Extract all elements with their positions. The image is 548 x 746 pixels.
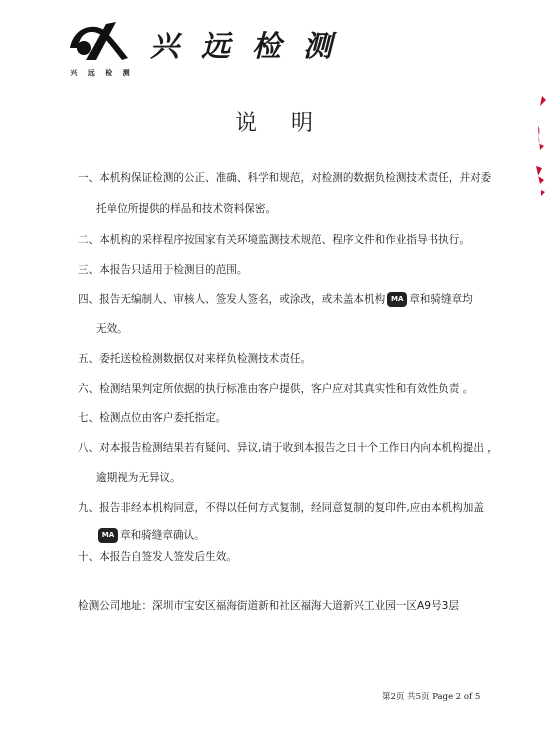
seal-edge-icon <box>528 92 548 202</box>
list-item: 三、本报告只适用于检测目的范围。 <box>78 264 248 276</box>
logo-caption: 兴 远 检 测 <box>70 68 134 77</box>
list-item-text: 章和骑缝章确认。 <box>120 529 205 542</box>
list-item-text: 四、报告无编制人、审核人、签发人签名，或涂改，或未盖本机构 <box>78 293 386 306</box>
list-item <box>78 292 518 307</box>
company-logo <box>66 18 132 64</box>
list-item: 无效。 <box>96 323 128 335</box>
company-address: 检测公司地址：深圳市宝安区福海街道新和社区福海大道新兴工业园一区A9号3层 <box>78 600 459 612</box>
page-number: 第2页 共5页 Page 2 of 5 <box>382 692 481 702</box>
list-item: 七、检测点位由客户委托指定。 <box>78 412 227 424</box>
list-item: 六、检测结果判定所依据的执行标准由客户提供，客户应对其真实性和有效性负责 。 <box>78 383 474 395</box>
list-item: 二、本机构的采样程序按国家有关环境监测技术规范、程序文件和作业指导书执行。 <box>78 234 470 246</box>
document-title: 说明 <box>234 111 347 136</box>
list-item: 托单位所提供的样品和技术资料保密。 <box>96 203 277 215</box>
cma-stamp-icon: MA <box>98 528 118 543</box>
company-name: 兴远检测 <box>150 29 355 63</box>
list-item: 八、对本报告检测结果若有疑问、异议,请于收到本报告之日十个工作日内向本机构提出 ， <box>78 442 498 454</box>
list-item: 九、报告非经本机构同意，不得以任何方式复制，经同意复制的复印件,应由本机构加盖 <box>78 502 484 514</box>
cma-stamp-icon: MA <box>387 292 407 307</box>
list-item <box>96 528 536 543</box>
list-item: 一、本机构保证检测的公正、准确、科学和规范，对检测的数据负检测技术责任，并对委 <box>78 172 492 184</box>
list-item: 五、委托送检检测数据仅对来样负检测技术责任。 <box>78 353 312 365</box>
list-item-text: 章和骑缝章均 <box>409 293 473 306</box>
list-item: 逾期视为无异议。 <box>96 472 181 484</box>
list-item: 十、本报告自签发人签发后生效。 <box>78 551 237 563</box>
